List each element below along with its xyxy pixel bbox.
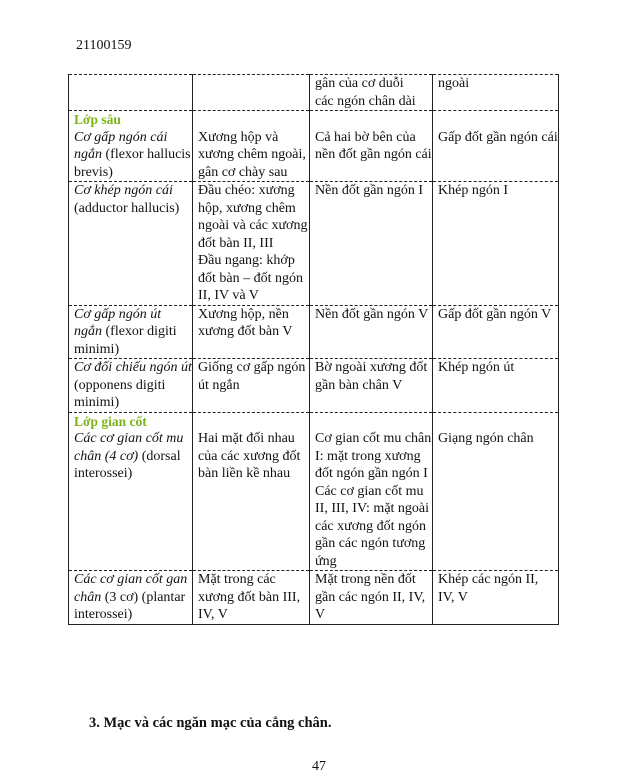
cell-name <box>69 182 193 306</box>
cell-origin: Xương hộp và xương chêm ngoài, gân cơ chày sau <box>193 111 310 182</box>
muscle-latin-name: (3 cơ) (plantar interossei) <box>74 589 186 622</box>
table-row <box>69 182 559 306</box>
table-row <box>69 571 559 625</box>
muscle-name: Các cơ gian cốt gan chân <box>74 572 188 605</box>
muscle-latin-name: (flexor digiti minimi) <box>74 324 177 357</box>
cell-insertion: Cơ gian cốt mu chân I: mặt trong xương đốt ngón gần ngón I Các cơ gian cốt mu II, III, IV: mặt ngoài các xương đốt ngón gần các ngón tương ứng <box>310 412 433 571</box>
cell-name <box>69 305 193 359</box>
cell-action: Khép các ngón II, IV, V <box>433 571 559 625</box>
cell-insertion: Mặt trong nền đốt gần các ngón II, IV, V <box>310 571 433 625</box>
muscle-name: Cơ khép ngón cái <box>74 183 173 198</box>
muscle-latin-name: (flexor hallucis brevis) <box>74 147 191 180</box>
cell-origin: Xương hộp, nền xương đốt bàn V <box>193 305 310 359</box>
cell-origin: Mặt trong các xương đốt bàn III, IV, V <box>193 571 310 625</box>
page-number: 47 <box>312 759 326 774</box>
cell-action: Gấp đốt gần ngón cái <box>433 111 559 182</box>
section-heading: 3. Mạc và các ngăn mạc của cẳng chân. <box>89 715 332 731</box>
table-row <box>69 412 559 571</box>
muscle-name: Cơ gấp ngón út ngắn <box>74 306 162 339</box>
muscle-latin-name: (dorsal interossei) <box>74 448 181 481</box>
cell-name <box>69 111 193 182</box>
cell-action: ngoài <box>433 75 559 111</box>
cell-origin: Hai mặt đối nhau của các xương đốt bàn liền kề nhau <box>193 412 310 571</box>
cell-insertion: Nền đốt gần ngón I <box>310 182 433 306</box>
cell-action: Khép ngón I <box>433 182 559 306</box>
table-row <box>69 111 559 182</box>
cell-origin <box>193 75 310 111</box>
cell-insertion: gân của cơ duỗi các ngón chân dài <box>310 75 433 111</box>
muscle-name: Các cơ gian cốt mu chân (4 cơ) <box>74 431 184 464</box>
document-id: 21100159 <box>76 38 132 53</box>
section-title-deep: Lớp sâu <box>74 112 121 127</box>
table-row <box>69 305 559 359</box>
cell-name <box>69 359 193 413</box>
cell-insertion: Cả hai bờ bên của nền đốt gần ngón cái <box>310 111 433 182</box>
cell-name <box>69 75 193 111</box>
cell-name <box>69 571 193 625</box>
cell-action: Khép ngón út <box>433 359 559 413</box>
muscle-table <box>68 74 559 625</box>
cell-insertion: Bờ ngoài xương đốt gần bàn chân V <box>310 359 433 413</box>
muscle-name: Cơ gấp ngón cái ngắn <box>74 129 168 162</box>
muscle-name: Cơ đối chiếu ngón út <box>74 360 192 375</box>
table-row <box>69 359 559 413</box>
cell-action: Gấp đốt gần ngón V <box>433 305 559 359</box>
muscle-latin-name: (adductor hallucis) <box>74 200 180 216</box>
section-title-interosseous: Lớp gian cốt <box>74 413 147 429</box>
cell-insertion: Nền đốt gần ngón V <box>310 305 433 359</box>
cell-action: Giạng ngón chân <box>433 412 559 571</box>
cell-name <box>69 412 193 571</box>
cell-origin: Giống cơ gấp ngón út ngắn <box>193 359 310 413</box>
cell-origin: Đầu chéo: xương hộp, xương chêm ngoài và các xương đốt bàn II, III Đầu ngang: khớp đốt bàn – đốt ngón II, IV và V <box>193 182 310 306</box>
muscle-latin-name: (opponens digiti minimi) <box>74 377 166 410</box>
table-row-continuation <box>69 75 559 111</box>
